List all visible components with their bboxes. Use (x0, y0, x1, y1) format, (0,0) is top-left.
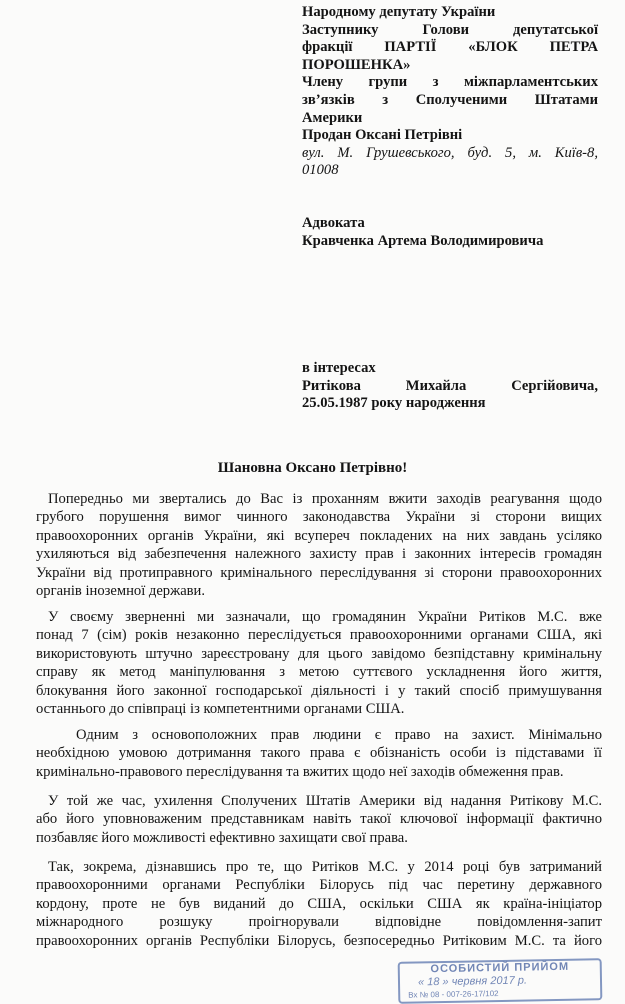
text-line: грубого порушення вимог чинного законодавства України зі сторони вищих (36, 509, 602, 526)
recipient-line: Члену групи з міжпарламентських (302, 74, 598, 91)
stamp-date: « 18 » червня 2017 р. (417, 974, 528, 989)
text-line: органів іноземної держави. (36, 583, 206, 600)
recipient-line: Народному депутату України (302, 4, 496, 20)
text-line: правоохоронними органами Республіки Білорусь під час перетину державного (36, 877, 602, 894)
recipient-line: фракції ПАРТІЇ «БЛОК ПЕТРА (302, 39, 598, 56)
text-line: правоохоронних органів Республіки Білорусь, безпосередньо Ритіковим М.С. та його (36, 932, 602, 949)
text-line: У своєму зверненні ми зазначали, що громадянин України Ритіков М.С. вже (48, 609, 602, 625)
recipient-line: зв’язків з Сполученими Штатами (302, 91, 598, 108)
recipient-line: Америки (302, 109, 363, 126)
text-line: міжнародного розшуку проігнорували відповідне повідомлення-запит (36, 914, 602, 931)
greeting-container (0, 460, 625, 477)
recipient-name: Продан Оксані Петрівні (302, 127, 463, 144)
text-line: Попередньо ми звертались до Вас із проханням вжити заходів реагування щодо (48, 491, 602, 507)
text-line: У той же час, ухилення Сполучених Штатів Америки від надання Ритікову М.С. (48, 793, 602, 809)
text-line: використовують штучно зареєстровану для цього завідомо безпідставну кримінальну (36, 645, 602, 662)
text-line: понад 7 (сім) років незаконно переслідується правоохоронними органами США, які (36, 627, 602, 644)
paragraph-1 (36, 490, 602, 600)
recipient-line: ПОРОШЕНКА» (302, 56, 411, 73)
recipient-address: вул. М. Грушевського, буд. 5, м. Київ-8, (302, 144, 598, 161)
text-line: або його уповноваженим представникам навіть такої ключової інформації фактично (36, 811, 602, 828)
sender-title: Адвоката (302, 215, 365, 231)
stamp-title: ОСОБИСТИЙ ПРИЙОМ (430, 960, 570, 976)
text-line: справу як метод маніпулювання з метою суттєвого ускладнення його життя, (36, 664, 602, 681)
recipient-line: Заступнику Голови депутатської (302, 21, 598, 38)
text-line: позбавляє його можливості ефективно захищати свої права. (36, 829, 408, 846)
recipient-block (302, 4, 598, 180)
text-line: Одним з основоположних прав людини є право на захист. Мінімально (76, 727, 602, 743)
interest-birthdate: 25.05.1987 року народження (302, 395, 486, 412)
recipient-postcode: 01008 (302, 162, 339, 179)
text-line: правоохоронних органів України, які всупереч покладених на них завдань усіляко (36, 527, 602, 544)
paragraph-4 (36, 792, 602, 847)
greeting: Шановна Оксано Петрівно! (217, 460, 408, 476)
stamp-number: Вх № 08 - 007-26-17/102 (408, 989, 499, 1000)
text-line: необхідною умовою дотримання такого права є обізнаність особи із підставами її (36, 745, 602, 762)
text-line: ухиляються від забезпечення належного захисту прав і законних інтересів громадян (36, 546, 602, 563)
text-line: кримінально-правового переслідування та вжитих щодо неї заходів обмеження прав. (36, 763, 564, 780)
text-line: блокування його законної господарської діяльності і у такий спосіб примушування (36, 682, 602, 699)
sender-block (302, 215, 598, 250)
letter-body (36, 490, 602, 960)
text-line: кордону, проте не був виданий до США, оскільки США як країна-ініціатор (36, 895, 602, 912)
text-line: Так, зокрема, дізнавшись про те, що Ритіков М.С. у 2014 році був затриманий (48, 859, 602, 875)
interest-label: в інтересах (302, 360, 376, 376)
paragraph-5 (36, 858, 602, 950)
reception-stamp (398, 958, 603, 1004)
paragraph-2 (36, 608, 602, 718)
paragraph-3 (36, 726, 602, 781)
sender-name: Кравченка Артема Володимировича (302, 232, 544, 249)
text-line: України від протиправного кримінального переслідування зі сторони правоохоронних (36, 564, 602, 581)
text-line: останнього до співпраці із компетентними органами США. (36, 701, 405, 718)
interest-name: Ритікова Михайла Сергійовича, (302, 377, 598, 394)
interest-block (302, 360, 598, 413)
